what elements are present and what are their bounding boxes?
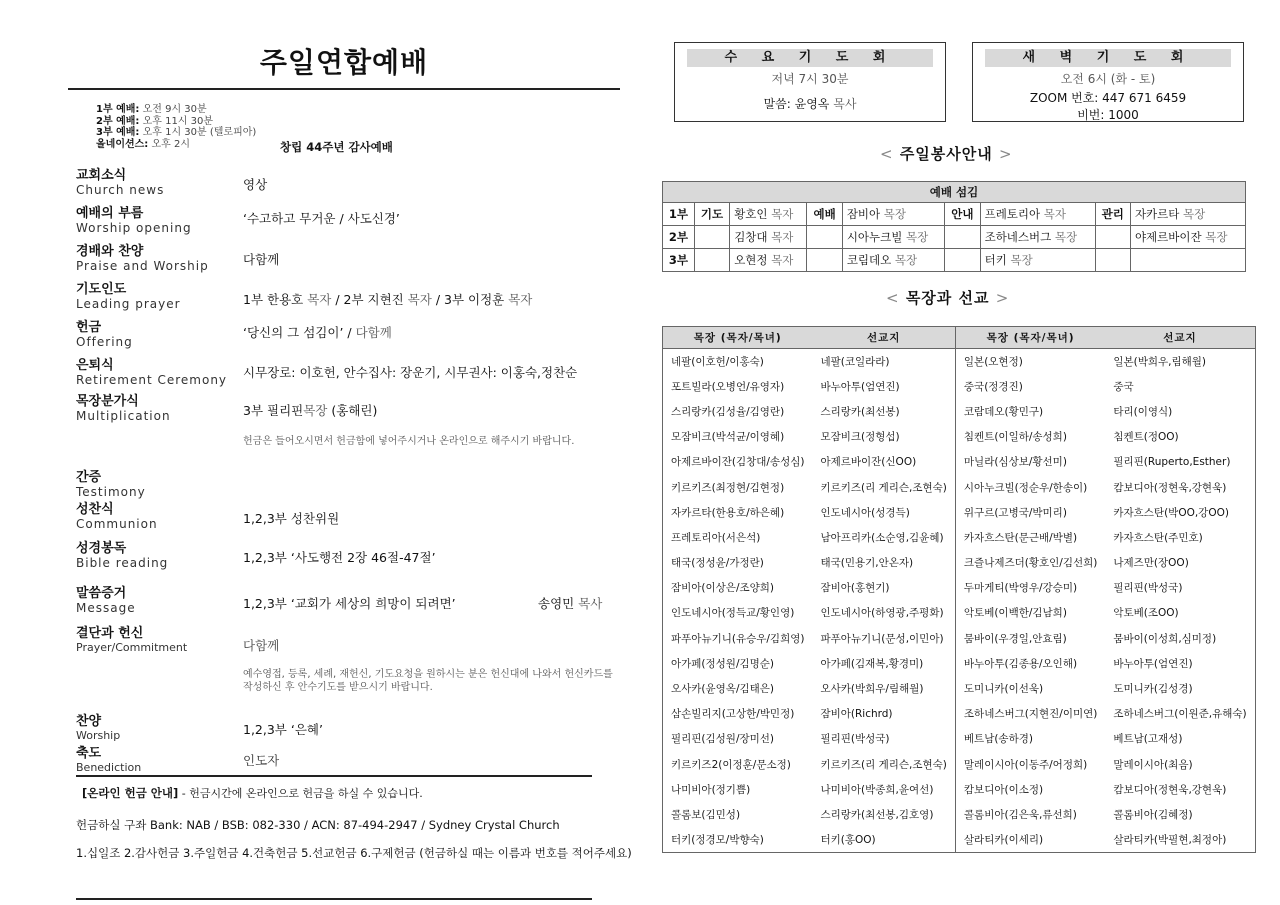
dawn-prayer-box	[972, 42, 1244, 122]
mokjang-cell: 프레토리아(서은석)	[671, 531, 761, 544]
mission-field-cell: 필리핀(박성국)	[1113, 582, 1183, 595]
preacher-name: 송영민	[538, 596, 575, 611]
mokjang-cell: 인도네시아(정득교/황인영)	[671, 607, 795, 620]
item-title-en: Leading prayer	[76, 297, 181, 311]
mokjang-cell: 크즐나제즈더(황호인/김선희)	[963, 557, 1098, 570]
table-row	[663, 802, 1256, 827]
box-time: 오전 6시 (화 - 토)	[1060, 72, 1156, 86]
role-label: 기도	[694, 203, 729, 226]
mokjang-cell: 두마게티(박영우/강승미)	[963, 582, 1078, 595]
table-row	[663, 424, 1256, 449]
mokjang-cell: 모잠비크(박석균/이영혜)	[671, 431, 785, 444]
mission-field-cell: 필리핀(Ruperto,Esther)	[1113, 456, 1231, 469]
mokjang-cell: 키르키즈(최정현/김현정)	[671, 481, 785, 494]
speaker-name: 윤영옥	[794, 97, 830, 111]
order-item	[76, 714, 616, 743]
item-title-ko: 교회소식	[76, 168, 127, 183]
time-label: 올네이션스:	[96, 138, 149, 150]
mokjang-cell: 살라티카(이세리)	[963, 833, 1044, 846]
table-row	[663, 600, 1256, 625]
column-header: 선교지	[1105, 327, 1255, 349]
item-desc: 1,2,3부 ‘교회가 세상의 희망이 되려면’	[243, 596, 456, 611]
order-item	[76, 746, 616, 775]
desc-text: (홍해린)	[327, 403, 378, 418]
item-title-en: Message	[76, 601, 136, 615]
service-caption: 예배 섬김	[663, 182, 1246, 203]
preacher-title: 목사	[578, 596, 603, 611]
mission-field-cell: 베트남(고재성)	[1113, 733, 1183, 746]
item-title-ko: 헌금	[76, 320, 102, 335]
giving-heading-text: - 헌금시간에 온라인으로 헌금을 하실 수 있습니다.	[178, 787, 423, 800]
desc-title: 목자	[307, 292, 332, 307]
mokjang-cell: 키르키즈2(이정훈/문소정)	[671, 758, 791, 771]
cell-title: 목장	[894, 253, 918, 267]
order-item	[76, 244, 616, 273]
mission-field-cell: 파푸아뉴기니(문성,이민아)	[812, 626, 955, 651]
cell-title: 목장	[1205, 230, 1228, 244]
cell-name: 시아누크빌	[846, 230, 903, 244]
item-title-ko: 목장분가식	[76, 394, 139, 409]
cell-title: 목자	[771, 230, 794, 244]
preacher	[538, 594, 602, 612]
item-desc	[243, 401, 377, 419]
mission-field-cell: 조하네스버그(이원준,유해숙)	[1113, 708, 1247, 721]
mission-field-cell: 인도네시아(하영광,주평화)	[812, 600, 955, 625]
giving-types: 1.십일조 2.감사헌금 3.주일헌금 4.건축헌금 5.선교헌금 6.구제헌금 (헌금하실 때는 이름과 번호를 적어주세요)	[76, 846, 632, 860]
time-value: 오전 9시 30분	[142, 104, 207, 115]
usher-cell	[980, 226, 1095, 249]
cell-title: 목장	[1054, 230, 1078, 244]
cell-title: 목장	[883, 207, 907, 221]
order-item	[76, 168, 616, 197]
mokjang-cell: 아가페(정성원/김명순)	[671, 657, 775, 670]
item-desc: 1,2,3부 ‘은혜’	[243, 722, 323, 737]
commitment-note: 예수영접, 등록, 세례, 재헌신, 기도요청을 원하시는 분은 헌신대에 나와서 헌신카드를 작성하신 후 안수기도를 받으시기 바랍니다.	[243, 669, 613, 693]
mission-field-cell: 악토베(조OO)	[1113, 607, 1179, 620]
mokjang-cell: 일본(오현정)	[963, 355, 1023, 368]
mission-field-cell: 캄보디아(정현욱,강현욱)	[1113, 481, 1227, 494]
mokjang-cell: 중국(정경진)	[963, 380, 1023, 393]
item-title-ko: 축도	[76, 746, 102, 761]
table-row	[663, 474, 1256, 499]
item-title-en: Benediction	[76, 761, 142, 774]
mission-field-cell: 살라티카(박필현,최정아)	[1113, 833, 1227, 846]
order-item	[76, 541, 616, 570]
time-value: 오후 2시	[151, 138, 191, 150]
item-title-en: Prayer/Commitment	[76, 641, 188, 654]
item-title-ko: 기도인도	[76, 282, 127, 297]
table-row	[663, 626, 1256, 651]
order-item	[76, 586, 616, 615]
item-title-ko: 성경봉독	[76, 541, 127, 556]
offering-note: 헌금은 들어오시면서 헌금함에 넣어주시거나 온라인으로 해주시기 바랍니다.	[243, 436, 575, 447]
usher-cell	[980, 203, 1095, 226]
order-item	[76, 358, 616, 387]
table-row	[663, 399, 1256, 424]
mission-field-cell: 잠비아(홍현기)	[812, 575, 955, 600]
service-time-row	[96, 127, 620, 139]
item-title-ko: 결단과 헌신	[76, 626, 144, 641]
speaker-label: 말씀:	[763, 97, 791, 111]
mission-field-cell: 바누아투(엄연진)	[812, 374, 955, 399]
mokjang-cell: 말레이시아(이동주/어정희)	[963, 758, 1088, 771]
desc-text: ‘당신의 그 섬김이’ /	[243, 325, 356, 340]
giving-heading-line	[82, 785, 592, 801]
table-row	[663, 827, 1256, 852]
mission-field-cell: 도미니카(김성경)	[1113, 683, 1193, 696]
table-row	[663, 374, 1256, 399]
service-section-title	[880, 143, 1013, 164]
item-title-en: Worship	[76, 729, 121, 742]
mokjang-cell: 터키(정경모/박향숙)	[671, 833, 764, 846]
table-row	[663, 777, 1256, 802]
table-row	[663, 349, 1256, 374]
mokjang-cell: 나미비아(정기쁨)	[671, 783, 751, 796]
mission-field-cell: 터키(홍OO)	[812, 827, 955, 852]
mokjang-cell: 스리랑카(김성율/김영란)	[671, 405, 785, 418]
mission-field-cell: 타리(이영식)	[1113, 405, 1173, 418]
order-of-worship	[68, 40, 632, 860]
desc-text: / 3부 이정훈	[431, 292, 509, 307]
mission-field-cell: 카자흐스탄(박OO,강OO)	[1113, 506, 1229, 519]
time-label: 2부 예배:	[96, 115, 140, 127]
mission-field-cell: 뭄바이(이성희,심미정)	[1113, 632, 1217, 645]
item-title-en: Retirement Ceremony	[76, 373, 228, 387]
box-speaker	[675, 95, 945, 112]
cell-name: 터키	[984, 253, 1007, 267]
mission-field-cell: 스리랑카(최선봉)	[812, 399, 955, 424]
mokjang-cell: 바누아투(김종용/오인해)	[963, 657, 1078, 670]
manage-cell	[1130, 203, 1245, 226]
mokjang-cell: 침켄트(이일하/송성희)	[963, 431, 1067, 444]
mission-field-cell: 네팔(코일라라)	[812, 349, 955, 374]
item-title-ko: 은퇴식	[76, 358, 114, 373]
table-row	[663, 575, 1256, 600]
service-table	[662, 181, 1246, 272]
mission-field-cell: 카자흐스탄(주민호)	[1113, 531, 1203, 544]
box-time: 저녁 7시 30분	[771, 72, 849, 86]
role-label: 관리	[1095, 203, 1130, 226]
zoom-password: 비번: 1000	[1077, 108, 1139, 122]
manage-cell	[1130, 226, 1245, 249]
bracket-left-icon: <	[880, 145, 894, 163]
mission-field-cell: 아제르바이잔(신OO)	[812, 449, 955, 474]
item-title-en: Multiplication	[76, 409, 171, 423]
prayer-cell	[730, 226, 807, 249]
speaker-title: 목사	[833, 97, 857, 111]
time-label: 1부 예배:	[96, 104, 140, 115]
table-row	[663, 676, 1256, 701]
mokjang-cell: 악토베(이백한/김남희)	[963, 607, 1067, 620]
mission-field-cell: 중국	[1113, 380, 1134, 393]
part-cell: 1부	[663, 203, 695, 226]
worship-cell	[842, 226, 944, 249]
mokjang-cell: 콜롬보(김민성)	[671, 808, 741, 821]
cell-name: 야제르바이잔	[1134, 230, 1202, 244]
mokjang-cell: 콜롬비아(김은욱,류선희)	[963, 808, 1077, 821]
worship-cell	[842, 249, 944, 272]
item-desc: 인도자	[243, 753, 280, 768]
mission-field-cell: 필리핀(박성국)	[812, 726, 955, 751]
order-item	[76, 320, 616, 349]
item-desc: 시무장로: 이호헌, 안수집사: 장운기, 시무권사: 이홍숙,정찬순	[243, 365, 578, 380]
mokjang-cell: 네팔(이호헌/이홍숙)	[671, 355, 764, 368]
bracket-right-icon: >	[995, 289, 1010, 307]
item-desc: 다함께	[243, 638, 280, 653]
mokjang-cell: 도미니카(이선욱)	[963, 683, 1044, 696]
mokjang-cell: 뭄바이(우경일,안효림)	[963, 632, 1067, 645]
mokjang-cell: 아제르바이잔(김창대/송성심)	[671, 456, 805, 469]
item-title-ko: 경배와 찬양	[76, 244, 144, 259]
section-title-text: 주일봉사안내	[899, 145, 993, 163]
mokjang-cell: 캄보디아(이소정)	[963, 783, 1044, 796]
mokjang-cell: 삼손빌리지(고상한/박민정)	[671, 708, 795, 721]
bracket-right-icon: >	[999, 145, 1013, 163]
mokjang-cell: 포트빌라(오병언/유영자)	[671, 380, 785, 393]
part-cell: 2부	[663, 226, 695, 249]
box-title: 새 벽 기 도 회	[985, 49, 1231, 67]
cell-name: 잠비아	[846, 207, 881, 221]
item-title-ko: 찬양	[76, 714, 102, 729]
mokjang-cell: 자카르타(한용호/하은혜)	[671, 506, 785, 519]
mission-field-cell: 침켄트(정OO)	[1113, 431, 1179, 444]
mission-field-cell: 오사카(박희우/림해월)	[812, 676, 955, 701]
service-time-row	[96, 104, 620, 116]
item-title-en: Communion	[76, 517, 158, 531]
table-row	[663, 726, 1256, 751]
mokjang-cell: 파푸아뉴기니(유승우/김희영)	[671, 632, 805, 645]
mission-field-cell: 나미비아(박종희,윤여선)	[812, 777, 955, 802]
cell-name: 오현정	[734, 253, 768, 267]
mission-field-cell: 키르키즈(리 게리슨,조현숙)	[812, 752, 955, 777]
cell-name: 자카르타	[1134, 207, 1180, 221]
box-title: 수 요 기 도 회	[687, 49, 933, 67]
item-title-en: Church news	[76, 183, 165, 197]
manage-cell	[1130, 249, 1245, 272]
item-desc: 1,2,3부 성찬위원	[243, 511, 340, 526]
desc-text: 1부 한용호	[243, 292, 308, 307]
item-desc	[243, 323, 392, 341]
mission-field-cell: 남아프리카(소순영,김윤혜)	[812, 525, 955, 550]
item-title-en: Bible reading	[76, 556, 169, 570]
mission-field-cell: 말레이시아(최음)	[1113, 758, 1193, 771]
mokjang-cell: 오사카(윤영옥/김태은)	[671, 683, 775, 696]
mokjang-cell: 카자흐스탄(문근배/박별)	[963, 531, 1078, 544]
item-title-ko: 성찬식	[76, 502, 114, 517]
mokjang-cell: 태국(정성윤/가정란)	[671, 557, 764, 570]
order-list	[68, 162, 620, 754]
title-divider	[68, 88, 620, 90]
cell-title: 목자	[1043, 207, 1067, 221]
usher-cell	[980, 249, 1095, 272]
wednesday-prayer-box	[674, 42, 946, 122]
order-item	[76, 282, 616, 311]
column-header: 선교지	[812, 327, 955, 349]
order-item	[76, 206, 616, 235]
mokjang-cell: 마닐라(심상보/황선미)	[963, 456, 1067, 469]
mission-field-cell: 잠비아(Richrd)	[812, 701, 955, 726]
mission-field-cell: 모잠비크(정형섭)	[812, 424, 955, 449]
table-row	[663, 752, 1256, 777]
online-giving-info	[76, 775, 632, 900]
table-header-row	[663, 327, 1256, 349]
cell-name: 프레토리아	[984, 207, 1041, 221]
mokjang-cell: 필리핀(김성원/장미선)	[671, 733, 775, 746]
prayer-cell	[730, 249, 807, 272]
table-row	[663, 226, 1246, 249]
table-row	[663, 525, 1256, 550]
cell-title: 목장	[906, 230, 929, 244]
mokjang-cell: 시아누크빌(정순우/한송이)	[963, 481, 1088, 494]
desc-title: 목장	[303, 403, 328, 418]
desc-title: 목자	[508, 292, 533, 307]
item-title-ko: 예배의 부름	[76, 206, 144, 221]
missions-table	[662, 326, 1256, 853]
time-value: 오후 11시 30분	[142, 115, 214, 127]
item-desc: 영상	[243, 177, 268, 192]
mission-field-cell: 태국(민용기,안온자)	[812, 550, 955, 575]
order-item	[76, 470, 616, 499]
table-row	[663, 203, 1246, 226]
anniversary-title: 창립 44주년 감사예배	[280, 140, 393, 154]
column-header: 목장 (목자/목녀)	[955, 327, 1105, 349]
item-desc	[243, 290, 532, 308]
section-title-text: 목장과 선교	[905, 289, 990, 307]
bracket-left-icon: <	[886, 289, 900, 307]
service-time-row	[96, 116, 620, 128]
cell-name: 황호인	[734, 207, 768, 221]
column-header: 목장 (목자/목녀)	[663, 327, 813, 349]
mission-field-cell: 인도네시아(성경득)	[812, 500, 955, 525]
desc-text: 3부 필리핀	[243, 403, 304, 418]
mokjang-cell: 잠비아(이상은/조양희)	[671, 582, 775, 595]
zoom-number: ZOOM 번호: 447 671 6459	[1029, 91, 1187, 105]
mokjang-cell: 베트남(송하경)	[963, 733, 1033, 746]
prayer-cell	[730, 203, 807, 226]
role-label: 안내	[945, 203, 980, 226]
mission-field-cell: 콜롬비아(김혜정)	[1113, 808, 1193, 821]
desc-text: / 2부 지현진	[331, 292, 408, 307]
part-cell: 3부	[663, 249, 695, 272]
mokjang-cell: 코람데오(황민구)	[963, 405, 1044, 418]
item-desc: 다함께	[243, 252, 280, 267]
item-desc: 1,2,3부 ‘사도행전 2장 46절-47절’	[243, 550, 436, 565]
mission-field-cell: 나제즈만(장OO)	[1113, 557, 1189, 570]
item-title-ko: 간증	[76, 470, 102, 485]
item-title-en: Offering	[76, 335, 133, 349]
item-title-en: Worship opening	[76, 221, 192, 235]
mission-field-cell: 일본(박희우,림해월)	[1113, 355, 1207, 368]
missions-section-title	[886, 287, 1009, 308]
mission-field-cell: 바누아투(엄연진)	[1113, 657, 1193, 670]
cell-name: 조하네스버그	[984, 230, 1052, 244]
table-row	[663, 500, 1256, 525]
cell-name: 코림데오	[846, 253, 892, 267]
service-times	[96, 104, 620, 156]
mission-field-cell: 스리랑카(최선봉,김호영)	[812, 802, 955, 827]
giving-heading: [온라인 헌금 안내]	[82, 786, 179, 800]
order-item	[76, 626, 616, 655]
cell-title: 목장	[1183, 207, 1206, 221]
cell-name: 김창대	[734, 230, 768, 244]
time-label: 3부 예배:	[96, 127, 140, 138]
item-title-ko: 말씀증거	[76, 586, 127, 601]
mission-field-cell: 캄보디아(정현욱,강현욱)	[1113, 783, 1227, 796]
page-title: 주일연합예배	[259, 46, 429, 79]
desc-title: 목자	[407, 292, 432, 307]
mission-field-cell: 키르키즈(리 게리슨,조현숙)	[812, 474, 955, 499]
desc-title: 다함께	[355, 325, 392, 340]
mokjang-cell: 조하네스버그(지현진/이미연)	[963, 708, 1098, 721]
mokjang-cell: 위구르(고병국/박미리)	[963, 506, 1067, 519]
cell-title: 목장	[1010, 253, 1033, 267]
giving-account: 헌금하실 구좌 Bank: NAB / BSB: 082-330 / ACN: 87-494-2947 / Sydney Crystal Church	[76, 818, 560, 832]
item-title-en: Testimony	[76, 485, 146, 499]
table-row	[663, 249, 1246, 272]
table-row	[663, 701, 1256, 726]
item-title-en: Praise and Worship	[76, 259, 209, 273]
table-row	[663, 449, 1256, 474]
order-item	[76, 502, 616, 531]
cell-title: 목자	[771, 207, 794, 221]
time-value: 오후 1시 30분 (텔로피아)	[142, 127, 257, 138]
table-row	[663, 550, 1256, 575]
table-row	[663, 651, 1256, 676]
role-label: 예배	[807, 203, 842, 226]
order-item	[76, 394, 616, 423]
worship-cell	[842, 203, 944, 226]
mission-field-cell: 아가페(김재복,황경미)	[812, 651, 955, 676]
item-desc: ‘수고하고 무거운 / 사도신경’	[243, 211, 400, 226]
cell-title: 목자	[771, 253, 794, 267]
